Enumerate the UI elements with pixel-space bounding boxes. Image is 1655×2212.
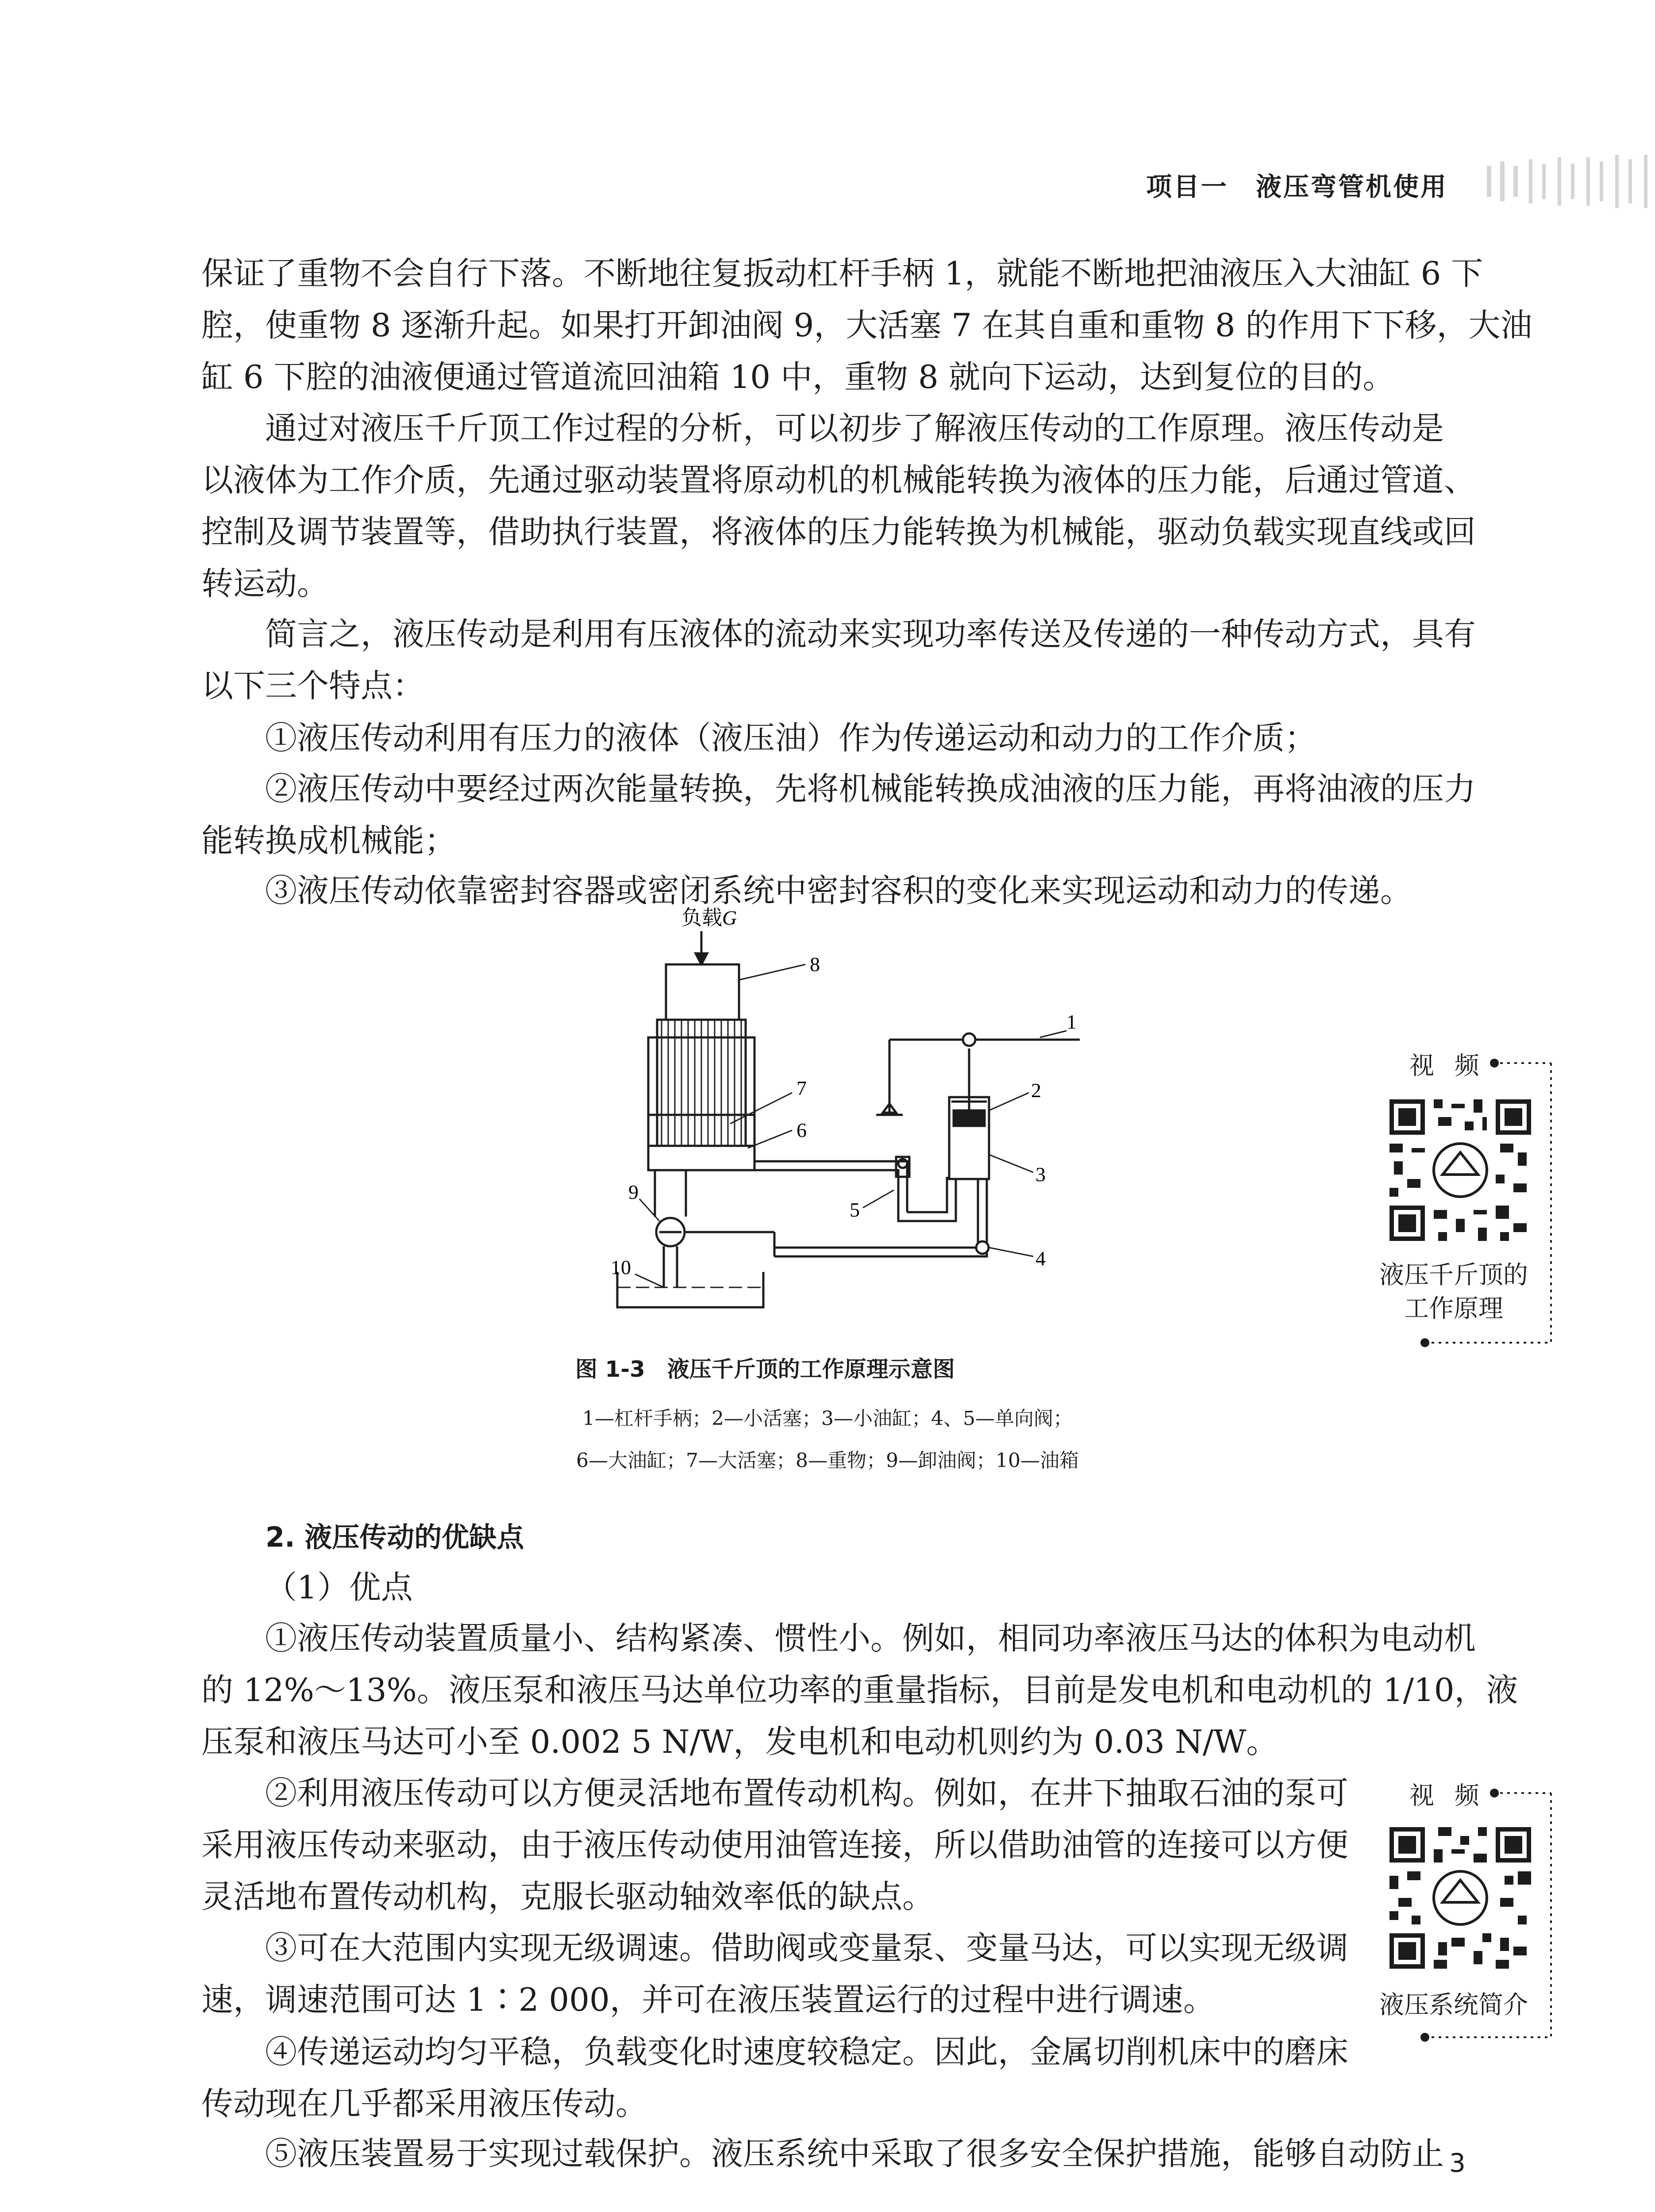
text-line: 保证了重物不会自行下落。不断地往复扳动杠杆手柄 1，就能不断地把油液压入大油缸 6 下 — [201, 255, 1483, 292]
part-number: 2 — [1031, 1079, 1041, 1102]
qr-code-icon[interactable] — [1385, 1823, 1536, 1973]
part-number: 10 — [611, 1256, 631, 1279]
running-header: 项目一 液压弯管机使用 — [1146, 172, 1448, 202]
video-qr-box — [1370, 1772, 1555, 2055]
text-line: 通过对液压千斤顶工作过程的分析，可以初步了解液压传动的工作原理。液压传动是 — [265, 410, 1444, 447]
video-title: 工作原理 — [1404, 1294, 1503, 1323]
paragraph-principle — [201, 403, 1476, 610]
paragraph-continuation — [201, 248, 1532, 403]
text-line: 的 12%～13%。液压泵和液压马达单位功率的重量指标，目前是发电机和电动机的 1/10，液 — [201, 1671, 1518, 1709]
advantage-item-1 — [201, 1613, 1518, 1768]
advantage-item-5 — [201, 2128, 1467, 2180]
figure-legend-line: 1—杠杆手柄；2—小活塞；3—小油缸；4、5—单向阀； — [582, 1407, 1073, 1430]
hydraulic-jack-diagram — [597, 907, 1084, 1327]
part-number: 7 — [797, 1077, 807, 1099]
text-line: 缸 6 下腔的油液便通过管道流回油箱 10 中，重物 8 就向下运动，达到复位的目的。 — [201, 358, 1395, 396]
part-number: 4 — [1035, 1247, 1046, 1270]
text-line: ①液压传动装置质量小、结构紧凑、惯性小。例如，相同功率液压马达的体积为电动机 — [265, 1620, 1476, 1657]
page-number: 3 — [1449, 2148, 1466, 2178]
subsection-heading — [201, 1562, 1467, 1613]
text-line: 压泵和液压马达可小至 0.002 5 N/W，发电机和电动机则约为 0.03 N/W。 — [201, 1723, 1278, 1760]
part-number: 5 — [850, 1198, 860, 1221]
figure-legend-line: 6—大油缸；7—大活塞；8—重物；9—卸油阀；10—油箱 — [576, 1449, 1079, 1472]
advantage-item-4 — [201, 2026, 1352, 2130]
load-label: 负载G — [681, 907, 737, 929]
text-line: （1）优点 — [265, 1569, 413, 1606]
feature-item-2 — [201, 763, 1476, 867]
section-heading: 2. 液压传动的优缺点 — [266, 1521, 524, 1553]
figure-caption: 图 1-3 液压千斤顶的工作原理示意图 — [575, 1356, 955, 1382]
text-line: 转运动。 — [201, 565, 329, 602]
feature-item-1 — [201, 712, 1467, 764]
text-line: 速，调速范围可达 1∶2 000，并可在液压装置运行的过程中进行调速。 — [201, 1981, 1215, 2018]
video-label: 视 频 — [1409, 1052, 1486, 1080]
text-line: 传动现在几乎都采用液压传动。 — [201, 2085, 648, 2122]
header-decoration — [1487, 153, 1655, 210]
part-number: 3 — [1035, 1163, 1046, 1186]
text-line: ②液压传动中要经过两次能量转换，先将机械能转换成油液的压力能，再将油液的压力 — [265, 770, 1476, 807]
part-number: 8 — [810, 953, 820, 975]
text-line: 控制及调节装置等，借助执行装置，将液体的压力能转换为机械能，驱动负载实现直线或回 — [201, 513, 1476, 550]
qr-code-icon[interactable] — [1385, 1095, 1536, 1245]
text-line: ②利用液压传动可以方便灵活地布置传动机构。例如，在井下抽取石油的泵可 — [265, 1774, 1349, 1812]
text-line: 能转换成机械能； — [201, 822, 457, 859]
advantage-item-3 — [201, 1922, 1352, 2026]
text-line: ⑤液压装置易于实现过载保护。液压系统中采取了很多安全保护措施，能够自动防止 — [265, 2135, 1444, 2172]
text-line: 以下三个特点： — [201, 667, 425, 704]
text-line: 简言之，液压传动是利用有压液体的流动来实现功率传送及传递的一种传动方式，具有 — [265, 615, 1476, 653]
text-line: ③可在大范围内实现无级调速。借助阀或变量泵、变量马达，可以实现无级调 — [265, 1929, 1349, 1966]
text-line: ①液压传动利用有压力的液体（液压油）作为传递运动和动力的工作介质； — [265, 719, 1317, 757]
part-number: 6 — [797, 1119, 807, 1141]
video-title: 液压系统简介 — [1379, 1991, 1528, 2020]
text-line: ④传递运动均匀平稳，负载变化时速度较稳定。因此，金属切削机床中的磨床 — [265, 2033, 1349, 2070]
paragraph-summary — [201, 608, 1476, 712]
part-number: 1 — [1066, 1010, 1077, 1033]
advantage-item-2 — [201, 1767, 1352, 1923]
video-title: 液压千斤顶的 — [1379, 1261, 1528, 1290]
video-label: 视 频 — [1409, 1782, 1486, 1810]
part-number: 9 — [628, 1181, 639, 1203]
text-line: 腔，使重物 8 逐渐升起。如果打开卸油阀 9，大活塞 7 在其自重和重物 8 的作用下下移，大油 — [201, 307, 1532, 344]
text-line: 灵活地布置传动机构，克服长驱动轴效率低的缺点。 — [201, 1878, 935, 1915]
video-qr-box — [1370, 1042, 1555, 1347]
text-line: ③液压传动依靠密封容器或密闭系统中密封容积的变化来实现运动和动力的传递。 — [265, 872, 1413, 909]
text-line: 采用液压传动来驱动，由于液压传动使用油管连接，所以借助油管的连接可以方便 — [201, 1826, 1349, 1863]
text-line: 以液体为工作介质，先通过驱动装置将原动机的机械能转换为液体的压力能，后通过管道、 — [201, 461, 1476, 499]
